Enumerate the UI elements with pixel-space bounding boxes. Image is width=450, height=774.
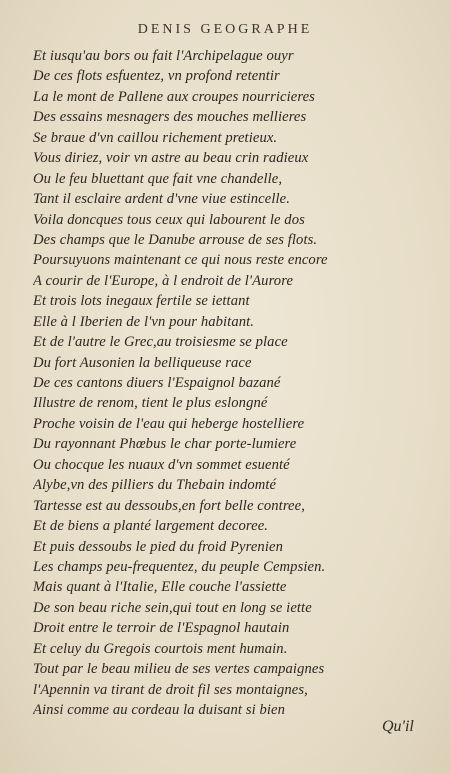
- verse-line: A courir de l'Europe, à l endroit de l'Aurore: [33, 272, 294, 289]
- verse-line: Du rayonnant Phœbus le char porte-lumiere: [33, 436, 297, 453]
- verse-line: Ou le feu bluettant que fait vne chandelle,: [33, 170, 283, 187]
- verse-line: Des essains mesnagers des mouches mellieres: [33, 109, 307, 126]
- verse-line: Alybe,vn des pilliers du Thebain indomté: [33, 477, 277, 494]
- verse-line: Et de l'autre le Grec,au troisiesme se place: [33, 334, 288, 351]
- verse-line: Des champs que le Danube arrouse de ses flots.: [33, 231, 318, 248]
- verse-line: Tant il esclaire ardent d'vne viue estincelle.: [33, 191, 290, 208]
- verse-line: Mais quant à l'Italie, Elle couche l'assiette: [33, 579, 287, 596]
- verse-line: Proche voisin de l'eau qui heberge hostelliere: [33, 415, 305, 432]
- verse-block: [33, 46, 433, 720]
- verse-line: Tartesse est au dessoubs,en fort belle contree,: [33, 497, 305, 514]
- verse-line: Les champs peu-frequentez, du peuple Cempsien.: [33, 558, 326, 575]
- verse-line: Tout par le beau milieu de ses vertes campaignes: [33, 661, 325, 678]
- verse-line: De ces cantons diuers l'Espaignol bazané: [33, 375, 281, 391]
- verse-line: Et puis dessoubs le pied du froid Pyrenien: [33, 538, 283, 555]
- verse-line: Voila doncques tous ceux qui labourent le dos: [33, 211, 305, 228]
- verse-line: Ou chocque les nuaux d'vn sommet esuenté: [33, 456, 290, 473]
- verse-line: De ces flots esfuentez, vn profond retentir: [33, 68, 280, 85]
- catchword: Qu'il: [382, 718, 414, 735]
- verse-line: De son beau riche sein,qui tout en long se iette: [33, 599, 312, 616]
- verse-line: Et iusqu'au bors ou fait l'Archipelague ouyr: [33, 48, 294, 64]
- verse-line: La le mont de Pallene aux croupes nourricieres: [33, 88, 315, 105]
- verse-line: Droit entre le terroir de l'Espagnol hautain: [33, 620, 290, 637]
- verse-line: Et trois lots inegaux fertile se iettant: [33, 293, 250, 310]
- verse-line: Ainsi comme au cordeau la duisant si bien: [33, 702, 286, 718]
- running-title: DENIS GEOGRAPHE: [137, 22, 313, 37]
- verse-line: Poursuyuons maintenant ce qui nous reste encore: [33, 252, 328, 269]
- verse-line: Du fort Ausonien la belliqueuse race: [33, 354, 252, 371]
- verse-line: l'Apennin va tirant de droit fil ses montaignes,: [33, 681, 308, 698]
- verse-line: Et de biens a planté largement decoree.: [33, 518, 269, 535]
- verse-line: Se braue d'vn caillou richement pretieux.: [33, 129, 278, 146]
- verse-line: Illustre de renom, tient le plus eslongné: [33, 395, 268, 412]
- verse-line: Et celuy du Gregois courtois ment humain.: [33, 640, 288, 657]
- verse-line: Elle à l Iberien de l'vn pour habitant.: [33, 313, 255, 330]
- verse-line: Vous diriez, voir vn astre au beau crin radieux: [33, 150, 309, 167]
